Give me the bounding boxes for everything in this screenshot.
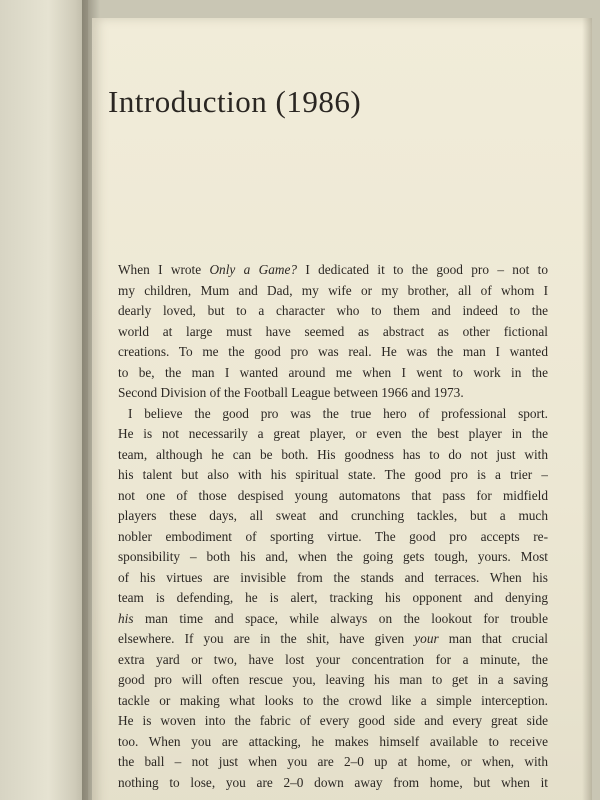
- text-line: players these days, all sweat and crunching tackles, but a much: [118, 508, 548, 523]
- text-line: I believe the good pro was the true hero of professional sport.: [128, 405, 548, 421]
- text-line: He is woven into the fabric of every good side and every great side: [118, 713, 548, 728]
- text-line: He is not necessarily a great player, or even the best player in the: [118, 426, 548, 441]
- previous-page-edge: [0, 0, 88, 800]
- text-line: the ball – not just when you are 2–0 up at home, or when, with: [118, 754, 548, 769]
- text-line: creations. To me the good pro was real. He was the man I wanted: [118, 344, 548, 359]
- text-line: tackle or making what looks to the crowd like a simple interception.: [118, 692, 548, 708]
- text-line: to be, the man I wanted around me when I went to work in the: [118, 364, 548, 380]
- text-line: nobler embodiment of sporting virtue. The good pro accepts re-: [118, 528, 548, 544]
- text-line: world at large must have seemed as abstract as other fictional: [118, 323, 548, 339]
- page-edge-shadow: [582, 18, 592, 800]
- text-line: team is defending, he is alert, tracking his opponent and denying: [118, 590, 548, 605]
- text-line: extra yard or two, have lost your concentration for a minute, the: [118, 651, 548, 667]
- body-text: [118, 260, 548, 793]
- text-line: dearly loved, but to a character who to them and indeed to the: [118, 303, 548, 318]
- text-line: good pro will often rescue you, leaving his man to get in a saving: [118, 672, 548, 687]
- chapter-title: Introduction (1986): [108, 84, 362, 119]
- text-line: When I wrote Only a Game? I dedicated it to the good pro – not to: [118, 262, 548, 277]
- text-line: not one of those despised young automatons that pass for midfield: [118, 487, 548, 503]
- text-line: too. When you are attacking, he makes himself available to receive: [118, 733, 548, 749]
- text-line: Second Division of the Football League between 1966 and 1973.: [118, 385, 464, 400]
- text-line: elsewhere. If you are in the shit, have given your man that crucial: [118, 631, 548, 646]
- text-line: nothing to lose, you are 2–0 down away from home, but when it: [118, 774, 548, 790]
- text-line: his talent but also with his spiritual state. The good pro is a trier –: [118, 467, 548, 482]
- text-line: of his virtues are invisible from the stands and terraces. When his: [118, 569, 548, 585]
- text-line: his man time and space, while always on the lookout for trouble: [118, 610, 548, 626]
- text-line: sponsibility – both his and, when the going gets tough, yours. Most: [118, 549, 548, 564]
- text-line: my children, Mum and Dad, my wife or my brother, all of whom I: [118, 282, 548, 298]
- text-line: team, although he can be both. His goodness has to do not just with: [118, 446, 548, 462]
